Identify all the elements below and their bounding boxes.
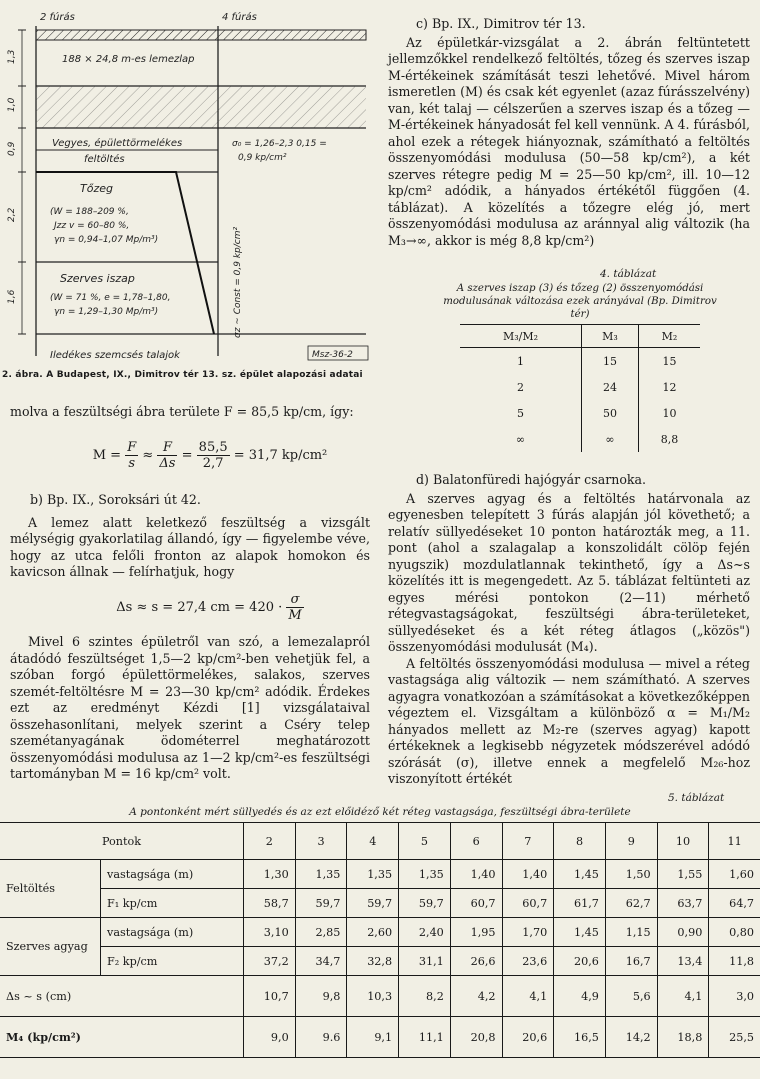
equation-2: Δs ≈ s = 27,4 cm = 420 · $\frac{\sigma}{M}$ <box>116 592 302 623</box>
heading-b: b) Bp. IX., Soroksári út 42. <box>30 492 201 507</box>
table5-label: 5. táblázat <box>668 792 725 804</box>
right-column-top <box>388 12 750 249</box>
fig-boring2: 2 fúrás <box>40 12 75 23</box>
table4-label: 4. táblázat <box>600 268 657 280</box>
table-row: Δs ~ s (cm) 10,7 9,8 10,3 8,2 4,2 4,1 4,9 5,6 4,1 3,0 <box>0 976 760 1017</box>
table-row: 1 15 15 <box>460 348 700 375</box>
fig-d5: 1,6 <box>7 289 17 304</box>
fig-iszap: Szerves iszap <box>60 272 135 285</box>
table-row: F₁ kp/cm 58,7 59,7 59,7 59,7 60,7 60,7 61,7 62,7 63,7 64,7 <box>0 889 760 918</box>
left-paragraph-3: Mivel 6 szintes épületről van szó, a lemezalapról átadódó feszültséget 1,5—2 kp/cm²-ben vehetjük fel, a szóban forgó épülettörmelékes, salakos, szerves szemét-feltöltésre M = 23—30 kp/cm² adódik. Érdekes ezt az eredményt Kézdi [1] vizsgálataival összehasonlítani, melyek szerint a Cséry telep szemétanyagának ödométerrel meghatározott összenyomódási modulusa az 1—2 kp/cm²-es feszültségi tartományban M = 16 kp/cm² volt. <box>10 634 370 781</box>
fig-boring4: 4 fúrás <box>222 12 257 23</box>
right-paragraph-2: A szerves agyag és a feltöltés határvonala az egyenesben telepített 3 fúrás alapján jól követhető; a relatív süllyedéseket 10 ponton határozták meg, a 11. pont (ahol a szalagalap a konszolidált cölöp fején nyugszik) mozdulatlannak tekinthető, így a Δs~s közelítés itt is megengedett. Az 5. táblázat feltünteti az egyes mérési pontokon (2—11) mérhető rétegvastagságokat, feszültségi ábra-területeket, süllyedéseket és a két réteg átlagos („közös") összenyomódási modulusát (M₄). <box>388 490 750 654</box>
fig-tozeg-w: (W = 188–209 %, <box>50 207 129 217</box>
fig-iszap-w: (W = 71 %, e = 1,78–1,80, <box>50 293 171 303</box>
right-paragraph-3: A feltöltés összenyomódási modulusa — mivel a réteg vastagsága alig változik — nem számítható. A szerves agyagra vonatkozóan a számításokat a következőképpen végeztem el. Vizsgáltam a különböző α = M₁/M₂ hányados mellett az M₂-re (szerves agyag) kapott értékeknek a legkisebb négyzetek módszerével adódó szórását (σ), illetve ennek a megfelelő M₂₆-hoz viszonyított értékét <box>388 655 750 786</box>
right-column-bottom <box>388 468 750 788</box>
fig-vegyes1: Vegyes, épülettörmelékes <box>52 138 183 149</box>
fig-tozeg: Tőzeg <box>80 182 113 195</box>
fig-stamp: Msz-36-2 <box>312 350 353 360</box>
left-column-b <box>10 488 370 581</box>
fig-sigma2: 0,9 kp/cm² <box>238 153 287 163</box>
fig-lemez: 188 × 24,8 m-es lemezlap <box>62 54 195 65</box>
fig-d1: 1,3 <box>7 49 17 64</box>
figure-caption: 2. ábra. A Budapest, IX., Dimitrov tér 13. sz. épület alapozási adatai <box>2 370 363 380</box>
fig-vegyes2: feltöltés <box>84 154 125 165</box>
t4-head: M₂ <box>638 325 700 348</box>
fig-bottom: Iledékes szemcsés talajok <box>50 350 180 361</box>
table-row: F₂ kp/cm 37,2 34,7 32,8 31,1 26,6 23,6 20,6 16,7 13,4 11,8 <box>0 947 760 976</box>
t4-head: M₃/M₂ <box>460 325 581 348</box>
table5-title: A pontonként mért süllyedés és az ezt előidéző két réteg vastagsága, feszültségi ábra-területe <box>129 806 631 818</box>
soil-profile-figure <box>0 0 380 370</box>
table-row: Szerves agyag vastagsága (m) 3,10 2,85 2,60 2,40 1,95 1,70 1,45 1,15 0,90 0,80 <box>0 918 760 947</box>
left-paragraph-2: A lemez alatt keletkező feszültség a vizsgált mélységig gyakorlatilag állandó, így — figyelembe véve, hogy az utca felőli fronton az alapok homokon és kavicson állnak — felírhatjuk, hogy <box>10 514 370 579</box>
fig-sigma1: σ₀ = 1,26–2,3 0,15 = <box>232 139 327 149</box>
table-row: ∞ ∞ 8,8 <box>460 426 700 452</box>
table4-title: A szerves iszap (3) és tőzeg (2) összenyomódási modulusának változása ezek arányával (Bp. Dimitrov tér) <box>443 283 717 320</box>
left-paragraph-1: molva a feszültségi ábra területe F = 85,5 kp/cm, így: <box>10 404 354 419</box>
left-column-c <box>10 634 370 783</box>
fig-d3: 0,9 <box>7 141 17 156</box>
right-paragraph-1: Az épületkár-vizsgálat a 2. ábrán feltüntetett jellemzőkkel rendelkező feltöltés, tőzeg és szerves iszap M-értékeinek számítását teszi lehetővé. Mivel három ismeretlen (M) és csak két egyenlet (azaz fúrásszelvény) van, két talaj — célszerűen a szerves iszap és a tőzeg — M-értékeinek hányadosát fel kell vennünk. A 4. fúrásból, ahol ezek a rétegek hiányoznak, számítható a feltöltés összenyomódási modulusa (50—58 kp/cm²), a két szerves rétegre pedig M = 25—50 kp/cm², ill. 10—12 kp/cm² adódik, a hányados értékétől függően (4. táblázat). A közelítés a tőzegre elég jó, mert összenyomódási modulusa az aránnyal alig változik (ha M₃→∞, akkor is még 8,8 kp/cm²) <box>388 34 750 248</box>
fig-const: σz ~ Const = 0,9 kp/cm² <box>233 226 243 338</box>
fig-d4: 2,2 <box>7 207 17 222</box>
fig-iszap-gamma: γn = 1,29–1,30 Mp/m³) <box>54 307 159 317</box>
table-row: 2 24 12 <box>460 374 700 400</box>
left-column <box>10 404 370 421</box>
table-row: Feltöltés vastagsága (m) 1,30 1,35 1,35 1,35 1,40 1,40 1,45 1,50 1,55 1,60 <box>0 860 760 889</box>
t5-head: Pontok <box>0 823 244 860</box>
t5-group-feltoltes: Feltöltés <box>0 860 101 918</box>
fig-tozeg-jzz: Jzz v = 60–80 %, <box>54 221 130 231</box>
table-row: M₄ (kp/cm²) 9,0 9.6 9,1 11,1 20,8 20,6 16,5 14,2 18,8 25,5 <box>0 1017 760 1058</box>
t5-group-szerves: Szerves agyag <box>0 918 101 976</box>
heading-d: d) Balatonfüredi hajógyár csarnoka. <box>416 472 647 487</box>
equation-1: M = $\frac{F}{s}$ ≈ $\frac{F}{\Delta s}$ = $\frac{85,5}{2,7}$ = 31,7 kp/cm² <box>92 440 328 471</box>
heading-c: c) Bp. IX., Dimitrov tér 13. <box>416 16 586 31</box>
table-row: 5 50 10 <box>460 400 700 426</box>
table5: Pontok 2 3 4 5 6 7 8 9 10 11 Feltöltés vastagsága (m) 1,30 1,35 1,35 1,35 1,40 1,40 1,45 1,50 1,55 1,60 F₁ kp/cm 58,7 59,7 59,7 59,7 60,7 60,7 61,7 62,7 63,7 64,7 Szerves agyag vastagsága (m) 3,10 2,85 2,60 2,40 1,95 1,70 1,45 1,15 0,90 0,80 F₂ kp/cm 37,2 34,7 32,8 31,1 26,6 23,6 20,6 16,7 13,4 11,8 Δs ~ s (cm) 10,7 9,8 10,3 8,2 4,2 4,1 4,9 5,6 4,1 3,0 M₄ (kp/cm²) 9,0 9.6 9,1 11,1 20,8 20,6 16,5 14,2 18,8 25,5 <box>0 822 760 1058</box>
fig-tozeg-gamma: γn = 0,94–1,07 Mp/m³) <box>54 235 159 245</box>
table4 <box>460 324 700 452</box>
fig-d2: 1,0 <box>7 97 17 112</box>
t4-head: M₃ <box>581 325 638 348</box>
